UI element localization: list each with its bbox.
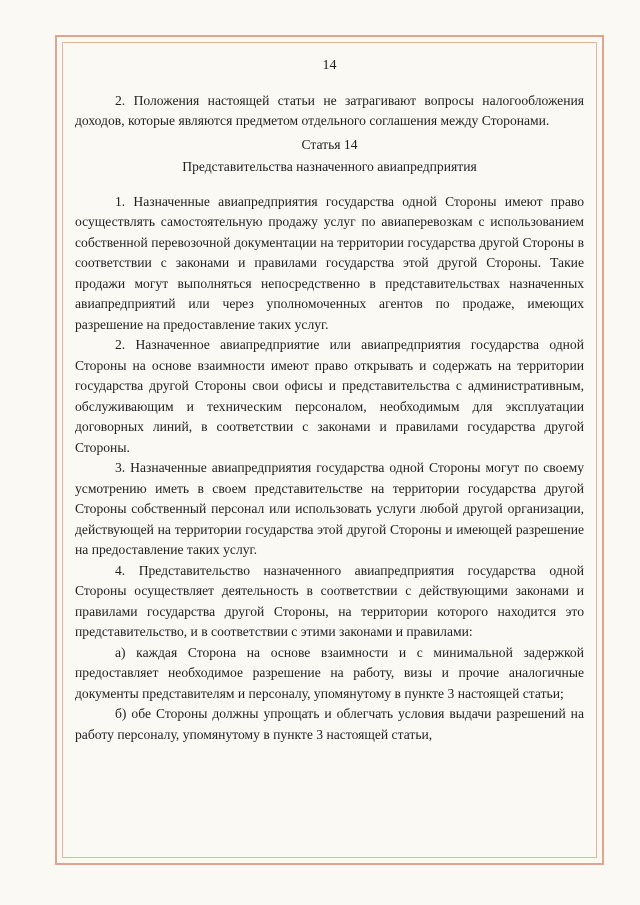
article-number: Статья 14 xyxy=(301,136,358,152)
paragraph-prev-2: 2. Положения настоящей статьи не затрагивают вопросы налогообложения доходов, которые являются предметом отдельного соглашения между Сторонами. xyxy=(75,92,584,128)
paragraph-4: 4. Представительство назначенного авиапредприятия государства одной Стороны осуществляет деятельность в соответствии с действующими законами и правилами государства другой Стороны, на территории которого находится это представительство, и в соответствии с этими законами и правилами: xyxy=(75,562,584,639)
paragraph-4b: б) обе Стороны должны упрощать и облегчать условия выдачи разрешений на работу персоналу, упомянутому в пункте 3 настоящей статьи, xyxy=(75,706,584,742)
paragraph-1: 1. Назначенные авиапредприятия государства одной Стороны имеют право осуществлять самостоятельную продажу услуг по авиаперевозкам с использованием собственной перевозочной документации на территории государства другой Стороны в соответствии с законами и правилами государства этой другой Стороны. Такие продажи могут выполняться непосредственно в представительствах назначенных авиапредприятий или через уполномоченных агентов по продаже, имеющих разрешение на предоставление таких услуг. xyxy=(75,193,584,332)
document-body xyxy=(75,56,584,745)
article-title: Представительства назначенного авиапредприятия xyxy=(182,159,477,174)
paragraph-4a: а) каждая Сторона на основе взаимности и с минимальной задержкой предоставляет необходимое разрешение на работу, визы и прочие аналогичные документы представителям и персоналу, упомянутому в пункте 3 настоящей статьи; xyxy=(75,644,584,701)
page-number: 14 xyxy=(322,58,337,73)
paragraph-3: 3. Назначенные авиапредприятия государства одной Стороны могут по своему усмотрению иметь в своем представительстве на территории государства другой Стороны собственный персонал или использовать услуги любой другой организации, действующей на территории государства этой другой Стороны и имеющей разрешение на предоставление таких услуг. xyxy=(75,460,584,557)
paragraph-2: 2. Назначенное авиапредприятие или авиапредприятия государства одной Стороны на основе взаимности имеют право открывать и содержать на территории государства другой Стороны свои офисы и представительства с административным, обслуживающим и техническим персоналом, необходимым для эксплуатации договорных линий, в соответствии с законами и правилами государства другой Стороны. xyxy=(75,337,584,455)
